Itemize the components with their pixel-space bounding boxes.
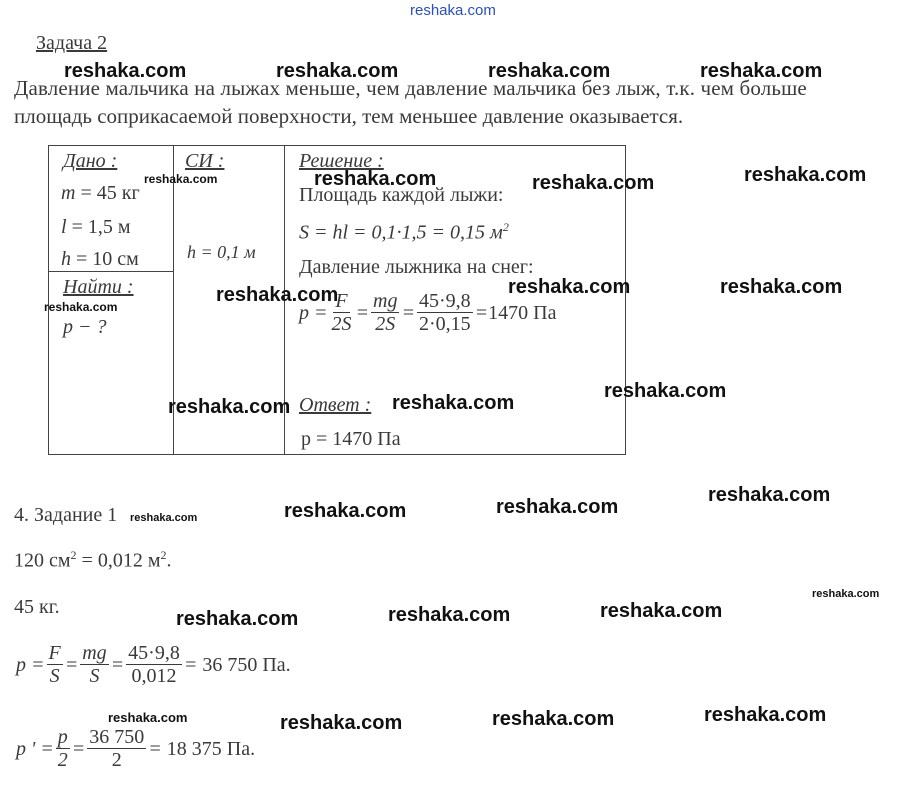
- t4f1-f3-den: 0,012: [131, 665, 177, 687]
- ski-area-formula: [299, 220, 509, 245]
- site-watermark-top: reshaka.com: [410, 2, 496, 19]
- watermark: reshaka.com: [276, 60, 399, 82]
- pf-f3-den: 2·0,15: [418, 313, 471, 335]
- pf-f2-num: mg: [373, 290, 398, 312]
- t4f2-p: p ': [16, 737, 36, 760]
- watermark: reshaka.com: [496, 496, 619, 518]
- given-height-val: = 10 см: [71, 248, 139, 270]
- t4f1-f1-num: F: [48, 642, 61, 664]
- watermark: reshaka.com: [284, 500, 407, 522]
- watermark: reshaka.com: [604, 380, 727, 402]
- pf-p: p: [299, 301, 309, 324]
- watermark: reshaka.com: [64, 60, 187, 82]
- pf-result: 1470 Па: [488, 301, 557, 324]
- pf-f2-den: 2S: [375, 313, 396, 335]
- watermark: reshaka.com: [392, 392, 515, 414]
- watermark: reshaka.com: [280, 712, 403, 734]
- given-mass: [61, 182, 140, 205]
- task-title: Задача 2: [36, 32, 108, 54]
- task4-area-sup2: 2: [160, 548, 167, 562]
- watermark: reshaka.com: [492, 708, 615, 730]
- pf-f1-num: F: [335, 290, 348, 312]
- t4f1-frac-3: [126, 642, 182, 688]
- intro-line-2: площадь соприкасаемой поверхности, тем меньшее давление оказывается.: [14, 104, 684, 128]
- t4f2-f1-num: p: [57, 726, 68, 748]
- task4-area-b: = 0,012 м: [76, 549, 161, 572]
- find-label: Найти :: [63, 276, 134, 298]
- t4f2-f2-den: 2: [111, 749, 122, 771]
- task4-heading: 4. Задание 1: [14, 504, 118, 526]
- watermark: reshaka.com: [168, 396, 291, 418]
- t4f1-f2-num: mg: [82, 642, 107, 664]
- watermark: reshaka.com: [704, 704, 827, 726]
- given-length-val: = 1,5 м: [66, 216, 131, 238]
- find-item: p − ?: [63, 316, 107, 338]
- given-find-divider: [49, 271, 173, 272]
- watermark-small: reshaka.com: [108, 710, 188, 725]
- watermark: reshaka.com: [388, 604, 511, 626]
- watermark: reshaka.com: [176, 608, 299, 630]
- given-height: [61, 248, 139, 271]
- t4f1-f1-den: S: [49, 665, 60, 687]
- watermark-small: reshaka.com: [130, 512, 198, 524]
- task4-formula-2: p ' = $\frac{p}{2}$ = $\frac{36 750}{2}$ = 18 375 Па.: [16, 726, 256, 771]
- t4f2-result: 18 375 Па.: [166, 737, 256, 760]
- t4f1-result: 36 750 Па.: [202, 653, 291, 676]
- t4f2-frac-2: [87, 726, 146, 772]
- task4-area-line: [14, 548, 171, 573]
- pf-frac-2: [371, 290, 399, 336]
- t4f1-frac-1: [47, 642, 63, 688]
- given-height-var: h: [61, 248, 71, 270]
- watermark-small: reshaka.com: [44, 300, 118, 314]
- task4-mass-line: 45 кг.: [14, 596, 60, 618]
- t4f1-f3-num: 45·9,8: [128, 642, 180, 664]
- watermark: reshaka.com: [720, 276, 843, 298]
- task4-area-sup1: 2: [70, 548, 77, 562]
- si-value: h = 0,1 м: [187, 242, 256, 262]
- task4-formula-1: p = $\frac{F}{S}$ = $\frac{mg}{S}$ = $\frac{45\cdot 9,8}{0,012}$ = 36 750 Па.: [16, 642, 291, 687]
- pressure-text: Давление лыжника на снег:: [299, 256, 534, 278]
- watermark: reshaka.com: [708, 484, 831, 506]
- task4-area-a: 120 см: [14, 549, 71, 572]
- given-mass-var: m: [61, 182, 76, 204]
- given-length: [61, 216, 131, 239]
- t4f2-f1-den: 2: [57, 749, 68, 771]
- watermark: reshaka.com: [488, 60, 611, 82]
- given-length-var: l: [61, 216, 67, 238]
- watermark-small: reshaka.com: [812, 588, 880, 600]
- solution-label: Решение :: [299, 150, 384, 172]
- t4f2-frac-1: [56, 726, 70, 772]
- watermark: reshaka.com: [532, 172, 655, 194]
- si-label: СИ :: [185, 150, 225, 172]
- given-mass-val: = 45 кг: [75, 182, 140, 204]
- answer-value: p = 1470 Па: [301, 428, 401, 450]
- ski-area-unit-sup: 2: [502, 220, 509, 234]
- watermark-small: reshaka.com: [144, 172, 218, 186]
- ski-area-formula-text: S = hl = 0,1·1,5 = 0,15 м: [299, 221, 503, 244]
- watermark: reshaka.com: [508, 276, 631, 298]
- watermark: reshaka.com: [216, 284, 339, 306]
- watermark: reshaka.com: [314, 168, 437, 190]
- task4-area-end: .: [166, 549, 172, 572]
- t4f1-f2-den: S: [89, 665, 100, 687]
- pf-frac-3: [417, 290, 473, 336]
- pressure-formula: p = $\frac{F}{2S}$ = $\frac{mg}{2S}$ = $\frac{45\cdot 9,8}{2\cdot 0,15}$ = 1470 Па: [299, 290, 557, 335]
- watermark: reshaka.com: [744, 164, 867, 186]
- given-label: Дано :: [63, 150, 118, 172]
- t4f2-f2-num: 36 750: [89, 726, 145, 748]
- ski-area-text: Площадь каждой лыжи:: [299, 184, 504, 206]
- intro-line-1: Давление мальчика на лыжах меньше, чем давление мальчика без лыж, т.к. чем больше: [14, 76, 807, 100]
- pf-f3-num: 45·9,8: [418, 290, 471, 312]
- pf-f1-den: 2S: [331, 313, 352, 335]
- t4f1-frac-2: [80, 642, 108, 688]
- watermark: reshaka.com: [600, 600, 723, 622]
- t4f1-p: p: [16, 653, 26, 676]
- watermark: reshaka.com: [700, 60, 823, 82]
- answer-label: Ответ :: [299, 394, 372, 416]
